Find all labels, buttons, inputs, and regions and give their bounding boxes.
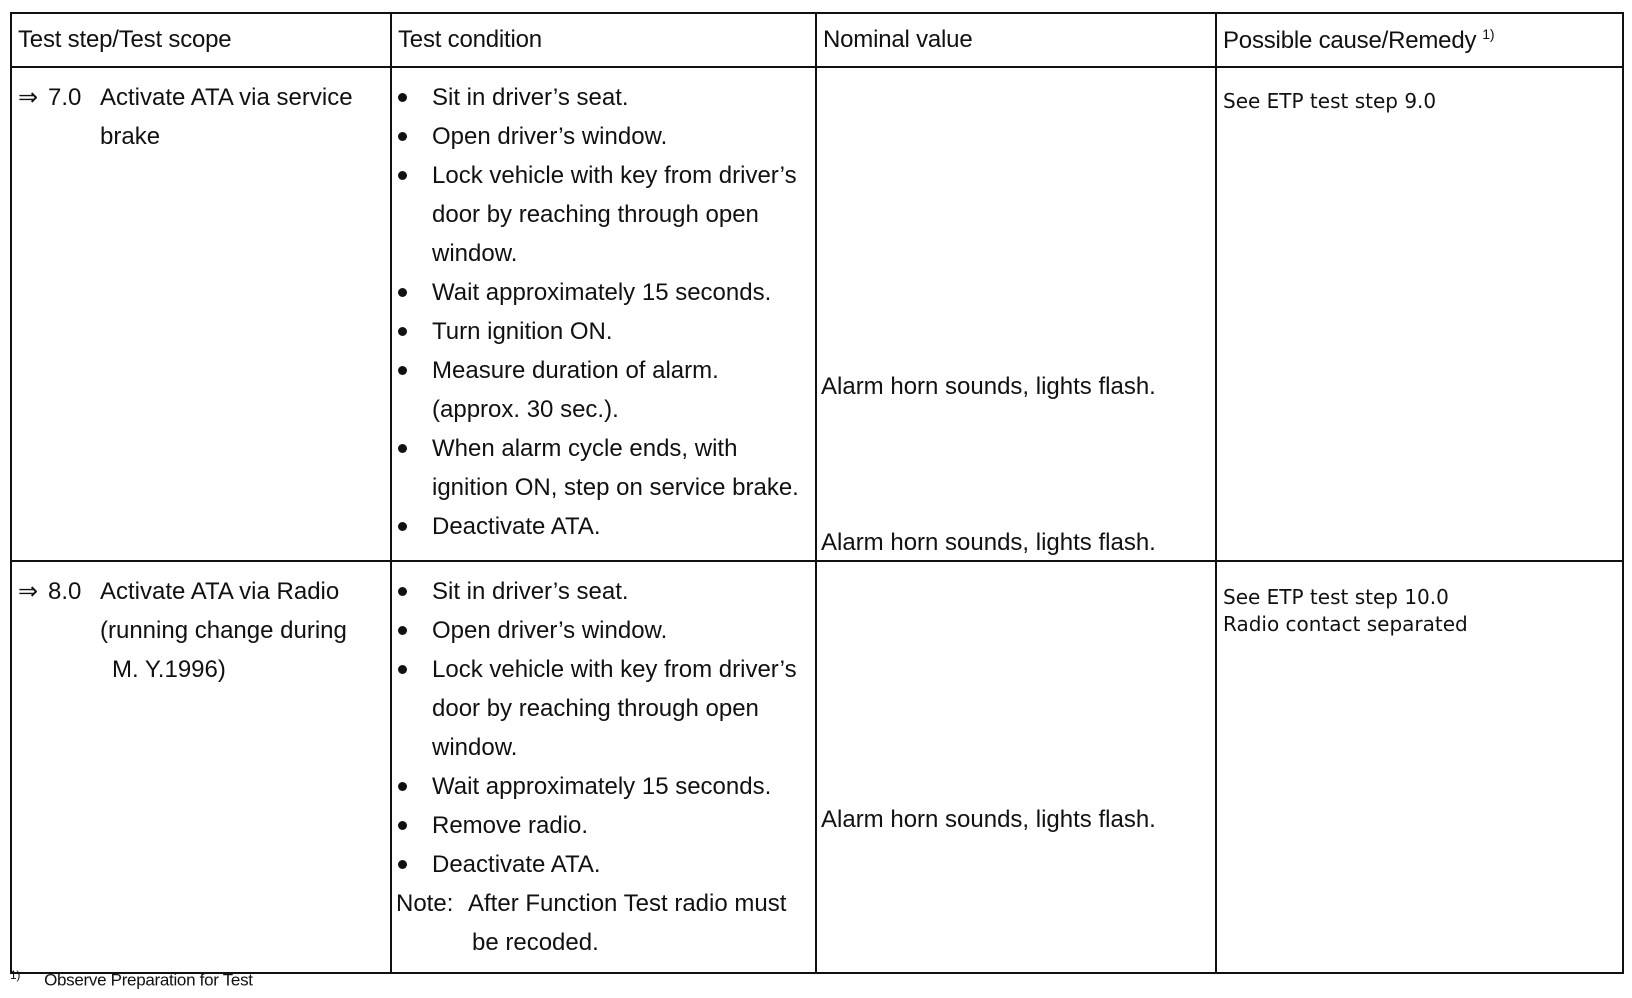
header-test-step: Test step/Test scope xyxy=(11,13,391,67)
bullet-icon xyxy=(398,860,407,869)
nominal-value: Alarm horn sounds, lights flash. xyxy=(821,373,1156,400)
test-table xyxy=(10,12,1624,974)
bullet-icon xyxy=(398,782,407,791)
step-number: 8.0 xyxy=(48,578,82,605)
list-item: Wait approximately 15 seconds. xyxy=(392,767,815,806)
arrow-icon: ⇒ xyxy=(18,84,39,111)
test-step-7 xyxy=(12,68,390,156)
test-step-cell xyxy=(11,561,391,973)
header-footnote-mark: 1) xyxy=(1482,25,1495,42)
note-label: Note: xyxy=(396,890,454,917)
step-number: 7.0 xyxy=(48,84,82,111)
remedy-text xyxy=(1217,68,1622,115)
bullet-icon xyxy=(398,522,407,531)
remedy-cell xyxy=(1216,561,1623,973)
test-scope-line: Activate ATA via Radio xyxy=(100,578,340,605)
header-possible-cause: Possible cause/Remedy $^{1)}$ xyxy=(1216,13,1623,67)
remedy-cell xyxy=(1216,67,1623,561)
list-item: Open driver’s window. xyxy=(392,117,815,156)
test-condition-cell xyxy=(391,67,816,561)
test-condition-cell xyxy=(391,561,816,973)
table-row xyxy=(11,67,1623,561)
remedy-line: See ETP test step 9.0 xyxy=(1223,89,1437,113)
test-scope-line: (running change during xyxy=(100,617,347,644)
bullet-icon xyxy=(398,93,407,102)
header-test-condition: Test condition xyxy=(391,13,816,67)
bullet-icon xyxy=(398,327,407,336)
bullet-icon xyxy=(398,132,407,141)
bullet-icon xyxy=(398,821,407,830)
test-scope-line: M. Y.1996) xyxy=(112,656,226,683)
bullet-icon xyxy=(398,444,407,453)
list-item: Remove radio. xyxy=(392,806,815,845)
list-item: Lock vehicle with key from driver’s door by reaching through open window. xyxy=(392,650,815,767)
list-item: Sit in driver’s seat. xyxy=(392,572,815,611)
list-item: Sit in driver’s seat. xyxy=(392,78,815,117)
bullet-icon xyxy=(398,366,407,375)
nominal-value: Alarm horn sounds, lights flash. xyxy=(821,806,1156,833)
arrow-icon: ⇒ xyxy=(18,578,39,605)
bullet-icon xyxy=(398,626,407,635)
test-scope-line: Activate ATA via service xyxy=(100,84,353,111)
bullet-icon xyxy=(398,587,407,596)
test-step-8 xyxy=(12,562,390,689)
table-row xyxy=(11,561,1623,973)
list-item: Measure duration of alarm. (approx. 30 sec.). xyxy=(392,351,815,429)
bullet-icon xyxy=(398,171,407,180)
list-item: When alarm cycle ends, with ignition ON, step on service brake. xyxy=(392,429,815,507)
remedy-text xyxy=(1217,562,1622,638)
remedy-line: Radio contact separated xyxy=(1223,612,1468,636)
list-item: Deactivate ATA. xyxy=(392,507,815,546)
footnote xyxy=(10,968,253,991)
note-text: be recoded. xyxy=(472,929,599,956)
remedy-line: See ETP test step 10.0 xyxy=(1223,585,1449,609)
list-item: Lock vehicle with key from driver’s door by reaching through open window. xyxy=(392,156,815,273)
nominal-value-cell xyxy=(816,561,1216,973)
bullet-icon xyxy=(398,288,407,297)
test-scope-line: brake xyxy=(100,123,161,150)
note-text: After Function Test radio must xyxy=(468,890,787,917)
nominal-value-cell xyxy=(816,67,1216,561)
table-header-row xyxy=(11,13,1623,67)
nominal-value: Alarm horn sounds, lights flash. xyxy=(821,529,1156,556)
list-item: Open driver’s window. xyxy=(392,611,815,650)
note xyxy=(392,884,815,962)
bullet-icon xyxy=(398,665,407,674)
list-item: Wait approximately 15 seconds. xyxy=(392,273,815,312)
footnote-mark: 1) xyxy=(10,968,21,982)
condition-list xyxy=(392,68,815,546)
header-nominal-value: Nominal value xyxy=(816,13,1216,67)
list-item: Deactivate ATA. xyxy=(392,845,815,884)
condition-list xyxy=(392,562,815,884)
list-item: Turn ignition ON. xyxy=(392,312,815,351)
test-step-cell xyxy=(11,67,391,561)
footnote-text: Observe Preparation for Test xyxy=(44,970,253,990)
